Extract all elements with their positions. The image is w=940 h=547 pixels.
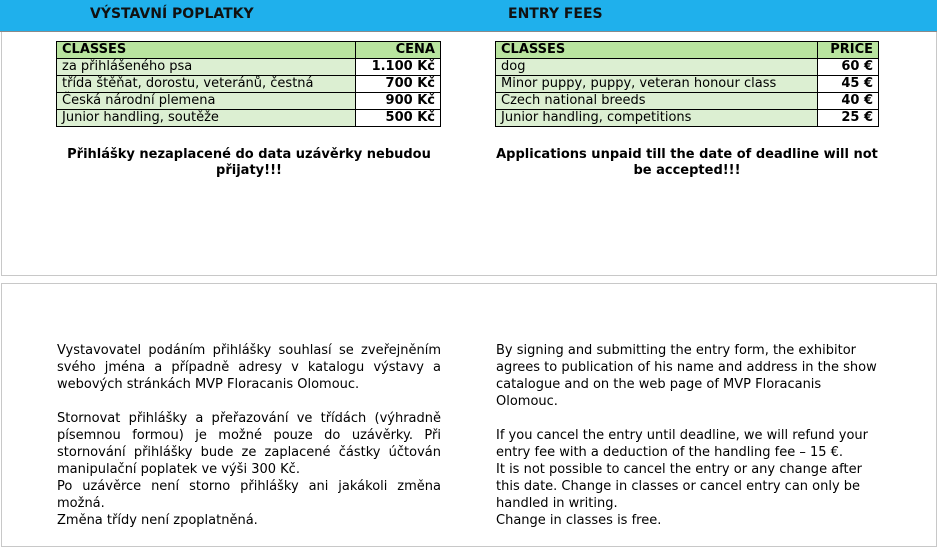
terms-line: It is not possible to cancel the entry or any change after this date. Change in classes or cancel entry can only be handled in writing. bbox=[496, 462, 862, 511]
terms-line: If you cancel the entry until deadline, we will refund your entry fee with a deduction of the handling fee – 15 €. bbox=[496, 428, 868, 460]
class-price: 60 € bbox=[818, 59, 879, 76]
table-header-row bbox=[496, 42, 879, 59]
class-price: 900 Kč bbox=[356, 93, 441, 110]
terms-paragraph: Vystavovatel podáním přihlášky souhlasí se zveřejněním svého jména a případně adresy v katalogu výstavy a webových stránkách MVP Floracanis Olomouc. bbox=[57, 343, 441, 392]
class-label: dog bbox=[496, 59, 818, 76]
fees-table-cz bbox=[56, 41, 441, 127]
unpaid-notice-en: Applications unpaid till the date of deadline will not be accepted!!! bbox=[496, 147, 878, 178]
terms-line: Stornovat přihlášky a přeřazování ve třídách (výhradně písemnou formou) je možné pouze do uzávěrky. Při stornování přihlášky bude ze zaplacené částky účtován manipulační poplatek ve výši 300 Kč. bbox=[57, 411, 441, 477]
terms-line: Change in classes is free. bbox=[496, 513, 662, 528]
table-header-row bbox=[57, 42, 441, 59]
class-label: Junior handling, soutěže bbox=[57, 110, 356, 127]
table-row bbox=[496, 110, 879, 127]
terms-paragraph bbox=[57, 410, 441, 529]
fees-table-en bbox=[495, 41, 879, 127]
column-header-price: CENA bbox=[356, 42, 441, 59]
class-price: 45 € bbox=[818, 76, 879, 93]
table-row bbox=[496, 76, 879, 93]
class-label: třída štěňat, dorostu, veteránů, čestná bbox=[57, 76, 356, 93]
terms-line: Změna třídy není zpoplatněná. bbox=[57, 513, 258, 528]
header-bar bbox=[0, 0, 937, 32]
column-header-classes: CLASSES bbox=[496, 42, 818, 59]
table-row bbox=[496, 93, 879, 110]
terms-text-en bbox=[496, 342, 884, 529]
table-row bbox=[57, 59, 441, 76]
title-cz: VÝSTAVNÍ POPLATKY bbox=[90, 6, 254, 22]
terms-text-cz bbox=[57, 342, 441, 529]
class-price: 25 € bbox=[818, 110, 879, 127]
class-label: Junior handling, competitions bbox=[496, 110, 818, 127]
terms-line: Po uzávěrce není storno přihlášky ani jakákoli změna možná. bbox=[57, 479, 441, 511]
class-price: 500 Kč bbox=[356, 110, 441, 127]
terms-paragraph: By signing and submitting the entry form, the exhibitor agrees to publication of his name and address in the show catalogue and on the web page of MVP Floracanis Olomouc. bbox=[496, 343, 877, 409]
table-row bbox=[57, 76, 441, 93]
terms-paragraph bbox=[496, 427, 884, 529]
class-price: 1.100 Kč bbox=[356, 59, 441, 76]
class-label: Minor puppy, puppy, veteran honour class bbox=[496, 76, 818, 93]
class-label: Czech national breeds bbox=[496, 93, 818, 110]
class-price: 40 € bbox=[818, 93, 879, 110]
table-row bbox=[57, 110, 441, 127]
table-row bbox=[57, 93, 441, 110]
class-price: 700 Kč bbox=[356, 76, 441, 93]
column-header-classes: CLASSES bbox=[57, 42, 356, 59]
column-header-price: PRICE bbox=[818, 42, 879, 59]
class-label: Česká národní plemena bbox=[57, 93, 356, 110]
table-row bbox=[496, 59, 879, 76]
title-en: ENTRY FEES bbox=[508, 6, 603, 22]
class-label: za přihlášeného psa bbox=[57, 59, 356, 76]
unpaid-notice-cz: Přihlášky nezaplacené do data uzávěrky nebudou přijaty!!! bbox=[67, 147, 431, 178]
